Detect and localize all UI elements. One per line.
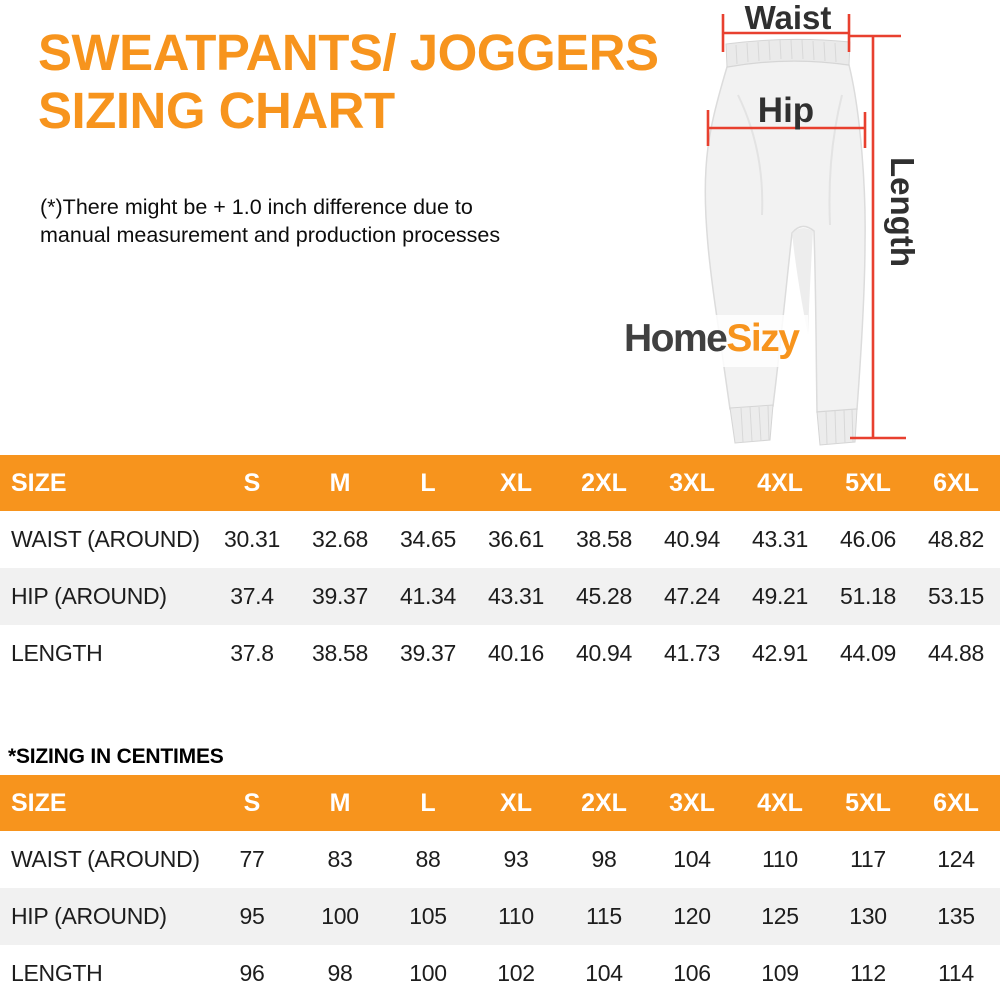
page-title-line2: SIZING CHART [38,82,395,140]
header-cell-6xl: 6XL [933,468,979,497]
pants-illustration [620,0,1000,455]
value-cell: 125 [761,903,799,929]
header-cell-2xl: 2XL [581,468,627,497]
value-cell: 109 [761,960,799,986]
measurement-note-line1: (*)There might be + 1.0 inch difference due to [40,195,473,219]
header-cell-m: M [329,788,351,817]
brand-logo-sizy: Sizy [726,317,799,360]
table-row [0,888,1000,945]
value-cell: 39.37 [311,583,369,609]
row-label: HIP (AROUND) [11,903,167,929]
row-label: LENGTH [11,960,103,986]
value-cell: 104 [585,960,623,986]
header-cell-5xl: 5XL [845,468,891,497]
value-cell: 45.28 [575,583,633,609]
header-cell-2xl: 2XL [581,788,627,817]
value-cell: 102 [497,960,535,986]
value-cell: 105 [409,903,447,929]
waist-label: Waist [744,0,832,36]
cm-heading: *SIZING IN CENTIMES [8,745,224,768]
hip-label: Hip [757,91,815,130]
measurement-note-line2: manual measurement and production processes [40,223,501,248]
value-cell: 110 [498,903,534,929]
table-header-row [0,775,1000,831]
value-cell: 43.31 [487,583,545,609]
value-cell: 40.94 [575,640,633,666]
value-cell: 32.68 [311,526,369,552]
value-cell: 40.16 [487,640,545,666]
header-cell-l: L [420,468,436,497]
header-cell-3xl: 3XL [669,788,715,817]
value-cell: 83 [327,846,353,872]
page-title-line1: SWEATPANTS/ JOGGERS [38,24,659,81]
value-cell: 117 [850,846,886,872]
header-cell-5xl: 5XL [845,788,891,817]
value-cell: 48.82 [927,526,985,552]
value-cell: 40.94 [663,526,721,552]
header-cell-4xl: 4XL [757,788,803,817]
value-cell: 95 [239,903,265,929]
header-cell-size: SIZE [11,788,67,817]
page-title [38,24,659,140]
value-cell: 106 [673,960,711,986]
value-cell: 49.21 [751,583,809,609]
value-cell: 30.31 [223,526,281,552]
value-cell: 41.73 [663,640,721,666]
value-cell: 43.31 [751,526,809,552]
row-label: HIP (AROUND) [11,583,167,609]
row-label: WAIST (AROUND) [11,846,200,872]
value-cell: 98 [591,846,617,872]
header-cell-s: S [243,468,261,497]
value-cell: 42.91 [751,640,809,666]
brand-logo-home: Home [624,317,727,360]
header-cell-l: L [420,788,436,817]
header-cell-6xl: 6XL [933,788,979,817]
value-cell: 38.58 [575,526,633,552]
value-cell: 135 [937,903,975,929]
header-cell-xl: XL [500,788,532,817]
value-cell: 93 [503,846,529,872]
value-cell: 37.8 [230,640,274,666]
value-cell: 110 [762,846,798,872]
header-cell-xl: XL [500,468,532,497]
value-cell: 115 [586,903,622,929]
value-cell: 130 [849,903,887,929]
size-table-inches [0,455,1000,682]
row-label: WAIST (AROUND) [11,526,200,552]
table-row [0,831,1000,888]
header-cell-3xl: 3XL [669,468,715,497]
row-label: LENGTH [11,640,103,666]
value-cell: 44.88 [927,640,985,666]
value-cell: 46.06 [839,526,897,552]
value-cell: 120 [673,903,711,929]
size-table-cm [0,775,1000,1000]
value-cell: 47.24 [663,583,721,609]
value-cell: 39.37 [399,640,457,666]
value-cell: 34.65 [399,526,457,552]
value-cell: 53.15 [927,583,985,609]
value-cell: 114 [938,960,974,986]
value-cell: 37.4 [230,583,274,609]
header-cell-m: M [329,468,351,497]
value-cell: 88 [415,846,441,872]
value-cell: 38.58 [311,640,369,666]
pants-cuff-right [817,409,857,445]
value-cell: 44.09 [839,640,897,666]
value-cell: 98 [327,960,353,986]
length-label: Length [884,157,921,267]
value-cell: 51.18 [839,583,897,609]
value-cell: 124 [937,846,975,872]
value-cell: 96 [239,960,265,986]
value-cell: 36.61 [487,526,545,552]
value-cell: 100 [321,903,359,929]
value-cell: 77 [239,846,265,872]
table-row [0,511,1000,568]
table-row [0,568,1000,625]
header-cell-size: SIZE [11,468,67,497]
measurement-note [40,193,500,250]
table-row [0,945,1000,1000]
header-cell-s: S [243,788,261,817]
value-cell: 100 [409,960,447,986]
value-cell: 112 [850,960,886,986]
pants-diagram [620,0,1000,455]
table-header-row [0,455,1000,511]
header-cell-4xl: 4XL [757,468,803,497]
value-cell: 104 [673,846,711,872]
value-cell: 41.34 [399,583,457,609]
table-row [0,625,1000,682]
brand-logo [621,315,808,367]
